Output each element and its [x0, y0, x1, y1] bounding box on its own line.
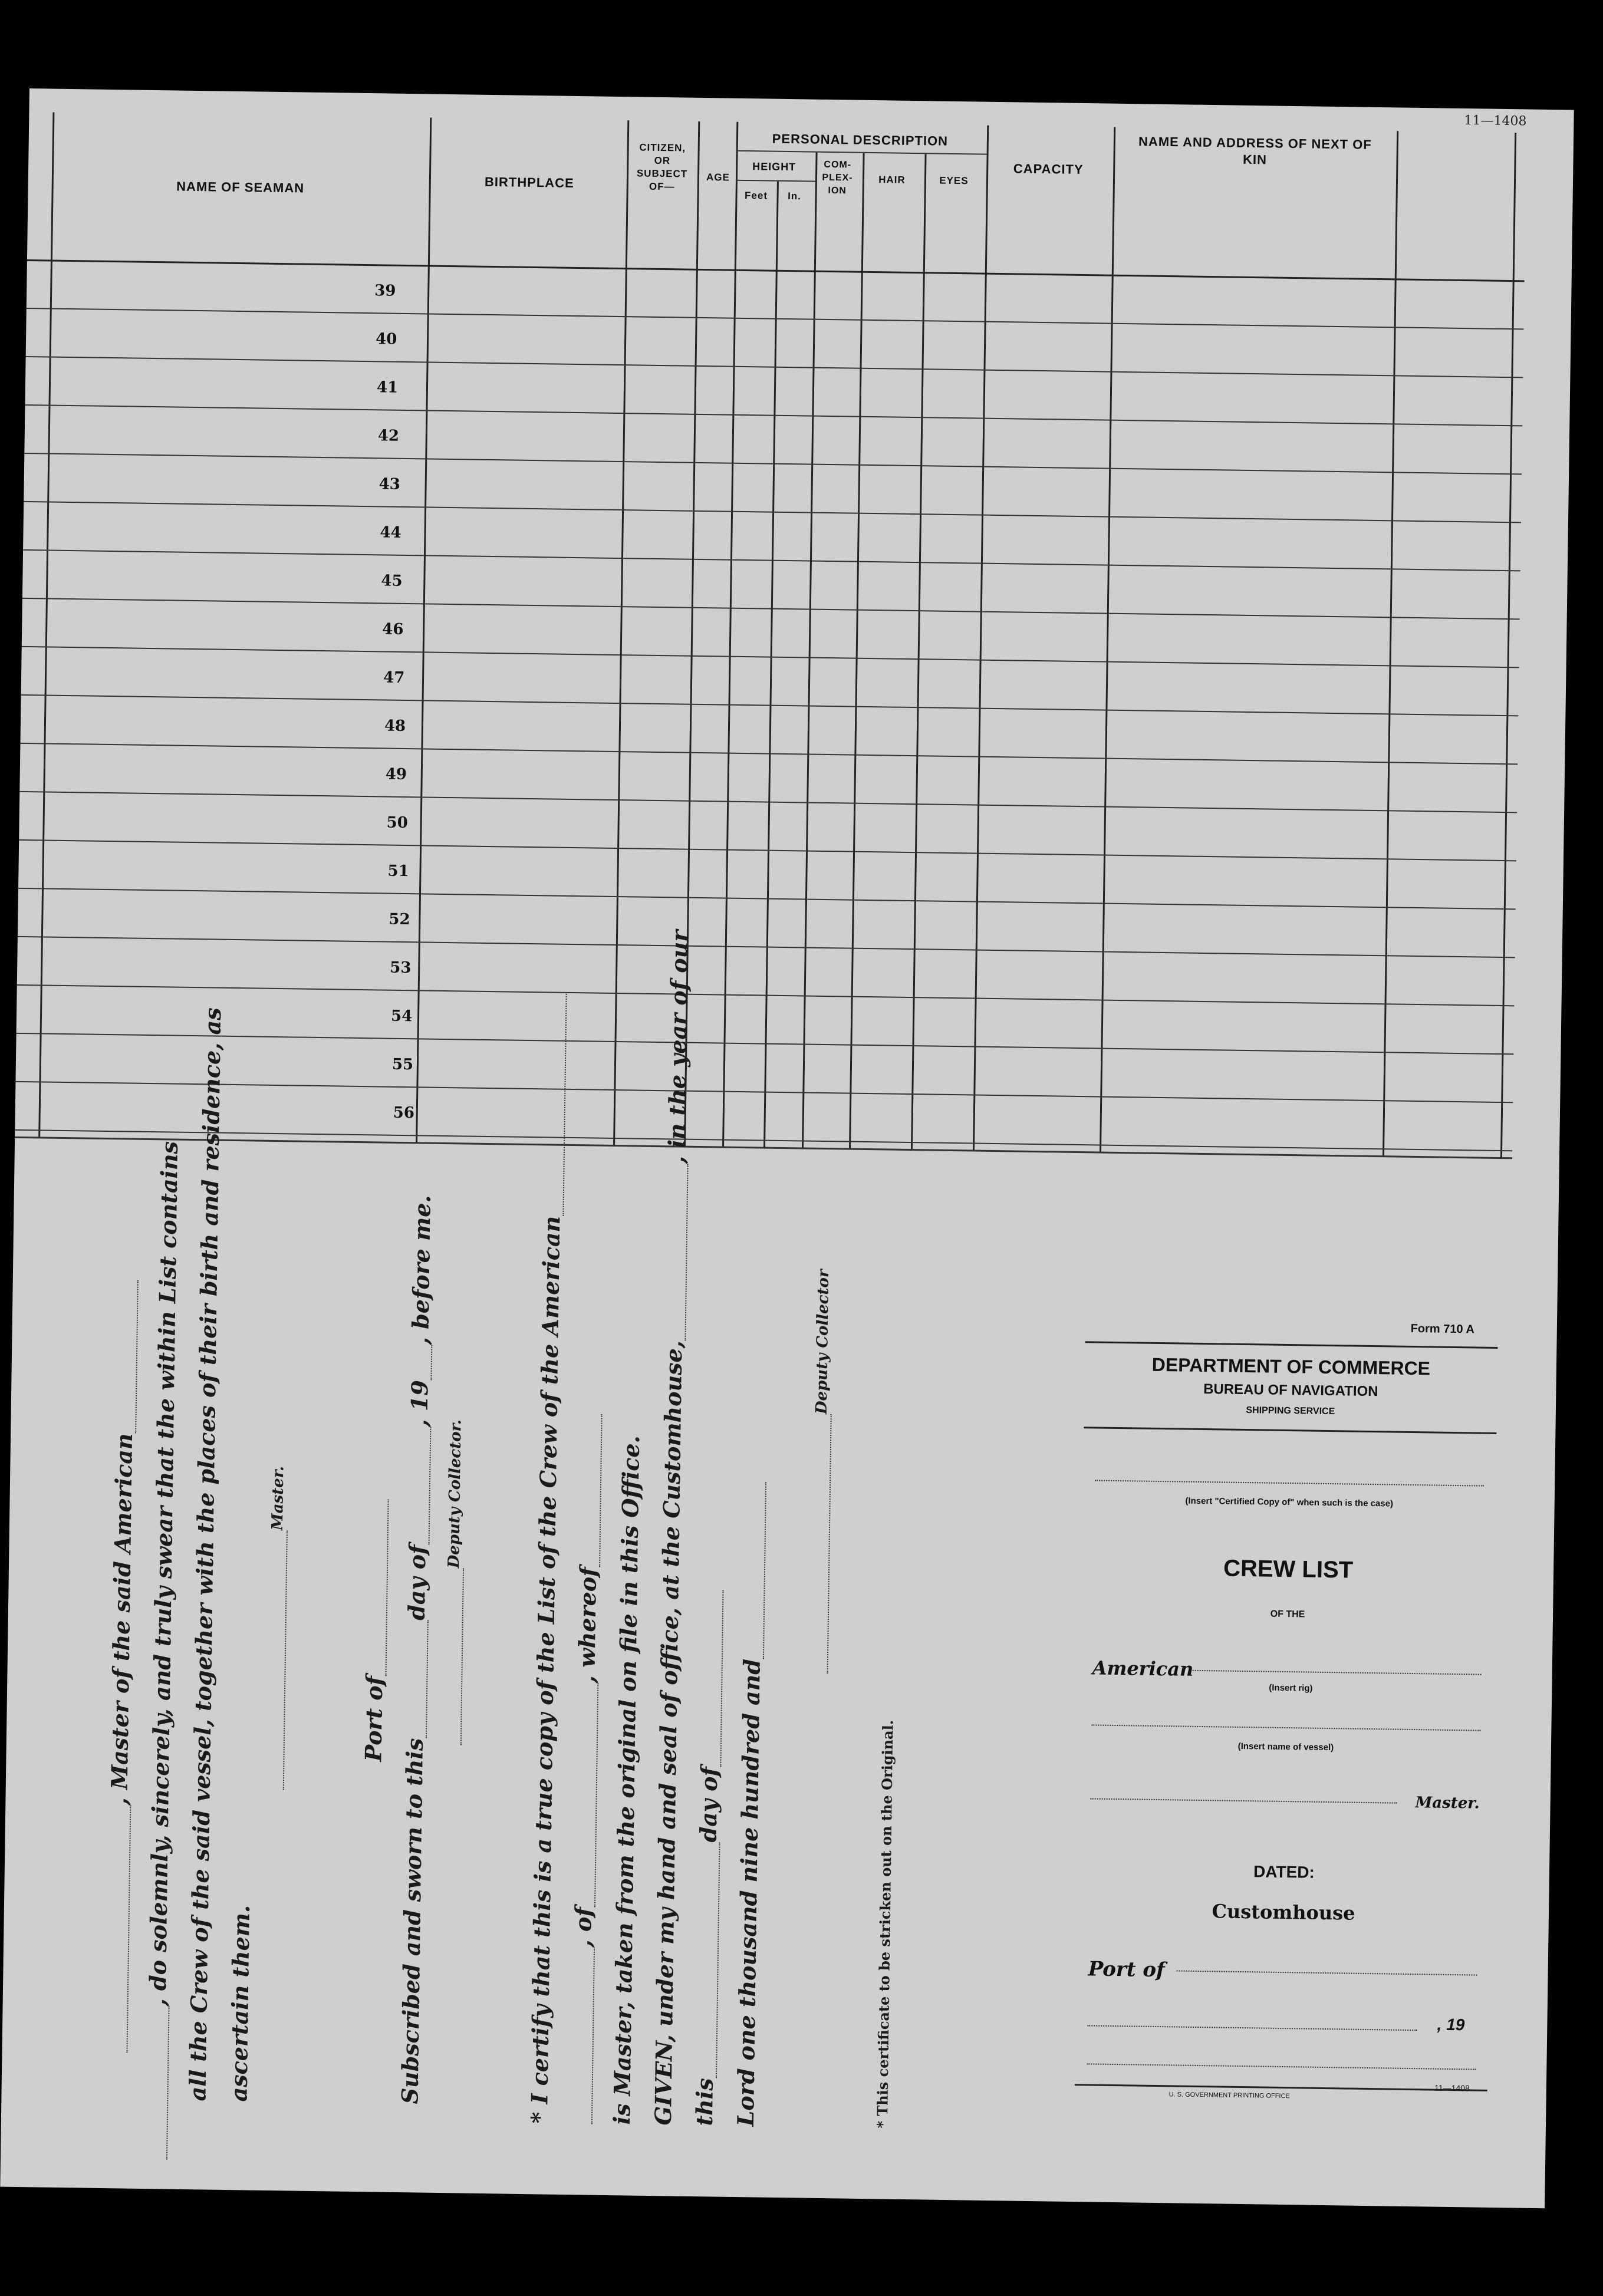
- header-feet: Feet: [744, 189, 768, 202]
- certificate-whereof: , of, whereof: [567, 1414, 604, 2124]
- header-complexion: COM-PLEX-ION: [822, 159, 853, 196]
- row-number: 42: [377, 427, 400, 445]
- certificate-given: GIVEN, under my hand and seal of office, at the Customhouse,, in the year of our: [649, 930, 693, 2126]
- header-capacity: CAPACITY: [1013, 161, 1084, 177]
- certificate-this-day: thisday of: [691, 1590, 725, 2126]
- row-number: 48: [384, 717, 406, 736]
- row-number: 45: [381, 572, 403, 590]
- row-number: 55: [391, 1055, 414, 1074]
- row-number: 53: [390, 958, 412, 977]
- american-label: American: [1092, 1656, 1194, 1681]
- column-divider: [763, 182, 779, 1148]
- extra-line: [1087, 2063, 1476, 2070]
- row-number: 51: [387, 862, 409, 881]
- deputy-collector-2: Deputy Collector: [809, 1269, 834, 1674]
- master-label: Master.: [1415, 1794, 1480, 1813]
- header-name-of-seaman: NAME OF SEAMAN: [176, 179, 305, 196]
- form-code: 11—1408: [1464, 113, 1527, 129]
- column-divider: [802, 153, 818, 1149]
- cover-rule: [1084, 1427, 1496, 1434]
- bureau-title: BUREAU OF NAVIGATION: [1203, 1381, 1378, 1400]
- oath-line-2: , do solemnly, sincerely, and truly swear that the within List contains: [142, 1141, 183, 2160]
- form-number: Form 710 A: [1410, 1322, 1474, 1336]
- year-label: , 19: [1437, 2015, 1465, 2034]
- row-number: 47: [383, 668, 405, 687]
- dated-label: DATED:: [1253, 1862, 1315, 1882]
- row-number: 52: [389, 910, 410, 929]
- row-number: 39: [374, 282, 396, 300]
- row-number: 56: [393, 1103, 415, 1122]
- header-age: AGE: [706, 172, 730, 183]
- row-number: 46: [382, 620, 404, 638]
- printing-office: U. S. GOVERNMENT PRINTING OFFICE: [1168, 2091, 1290, 2100]
- port-of-label: Port of: [1088, 1957, 1165, 1982]
- insert-vessel-note: (Insert name of vessel): [1237, 1741, 1334, 1753]
- header-hair: HAIR: [878, 174, 906, 186]
- cover-rule: [1085, 1341, 1497, 1349]
- cover-code: 11—1408: [1434, 2083, 1470, 2093]
- oath-line-4: ascertain them.: [225, 1905, 255, 2102]
- header-inches: In.: [788, 190, 802, 202]
- row-number: 43: [378, 475, 401, 493]
- crew-list-cover: [1074, 1317, 1498, 2119]
- certificate-line-1: * I certify that this is a true copy of the List of the Crew of the American: [526, 992, 568, 2124]
- master-signature: Master.: [265, 1466, 289, 1790]
- row-number: 49: [385, 765, 407, 784]
- header-citizen: CITIZEN, OR SUBJECT OF—: [636, 141, 688, 193]
- column-divider: [849, 153, 865, 1149]
- certified-copy-line: [1095, 1480, 1484, 1486]
- oath-line-1: , Master of the said American: [102, 1280, 139, 2053]
- port-line: [1177, 1970, 1477, 1975]
- insert-rig-note: (Insert rig): [1269, 1682, 1313, 1694]
- of-the-label: OF THE: [1270, 1609, 1305, 1620]
- crew-table: [15, 112, 1526, 1158]
- header-birthplace: BIRTHPLACE: [484, 174, 574, 190]
- deputy-collector-1: Deputy Collector.: [443, 1419, 466, 1745]
- row-number: 40: [375, 330, 397, 348]
- form-sheet: [0, 88, 1574, 2208]
- header-eyes: EYES: [939, 174, 969, 187]
- oath-line-3: all the Crew of the said vessel, together with the places of their birth and residence, as: [184, 1007, 226, 2101]
- row-number: 41: [376, 378, 399, 397]
- department-title: DEPARTMENT OF COMMERCE: [1151, 1353, 1431, 1379]
- header-next-of-kin: NAME AND ADDRESS OF NEXT OF KIN: [1138, 134, 1372, 167]
- date-line: [1087, 2025, 1417, 2031]
- customhouse-label: Customhouse: [1212, 1900, 1355, 1925]
- subscribed-sworn: Subscribed and sworn to thisday of, 19, before me.: [396, 1194, 436, 2104]
- master-line: [1091, 1798, 1397, 1803]
- column-divider: [911, 154, 927, 1150]
- service-title: SHIPPING SERVICE: [1246, 1405, 1335, 1417]
- cover-rule: [1075, 2084, 1487, 2091]
- port-of: Port of: [360, 1499, 390, 1762]
- row-number: 44: [380, 523, 401, 542]
- vessel-name-line: [1091, 1724, 1480, 1731]
- certificate-line-2: is Master, taken from the original on file in this Office.: [608, 1435, 645, 2125]
- certificate-lord: Lord one thousand nine hundred and: [732, 1482, 768, 2127]
- certificate-footnote: * This certificate to be stricken out on the Original.: [873, 1719, 897, 2129]
- insert-certified-note: (Insert "Certified Copy of" when such is the case): [1185, 1495, 1394, 1509]
- row-number: 54: [390, 1007, 413, 1026]
- crew-list-title: CREW LIST: [1223, 1555, 1354, 1583]
- header-personal-description: PERSONAL DESCRIPTION: [772, 131, 949, 149]
- row-number: 50: [386, 813, 409, 832]
- header-height: HEIGHT: [752, 160, 796, 173]
- rig-line: [1193, 1670, 1482, 1675]
